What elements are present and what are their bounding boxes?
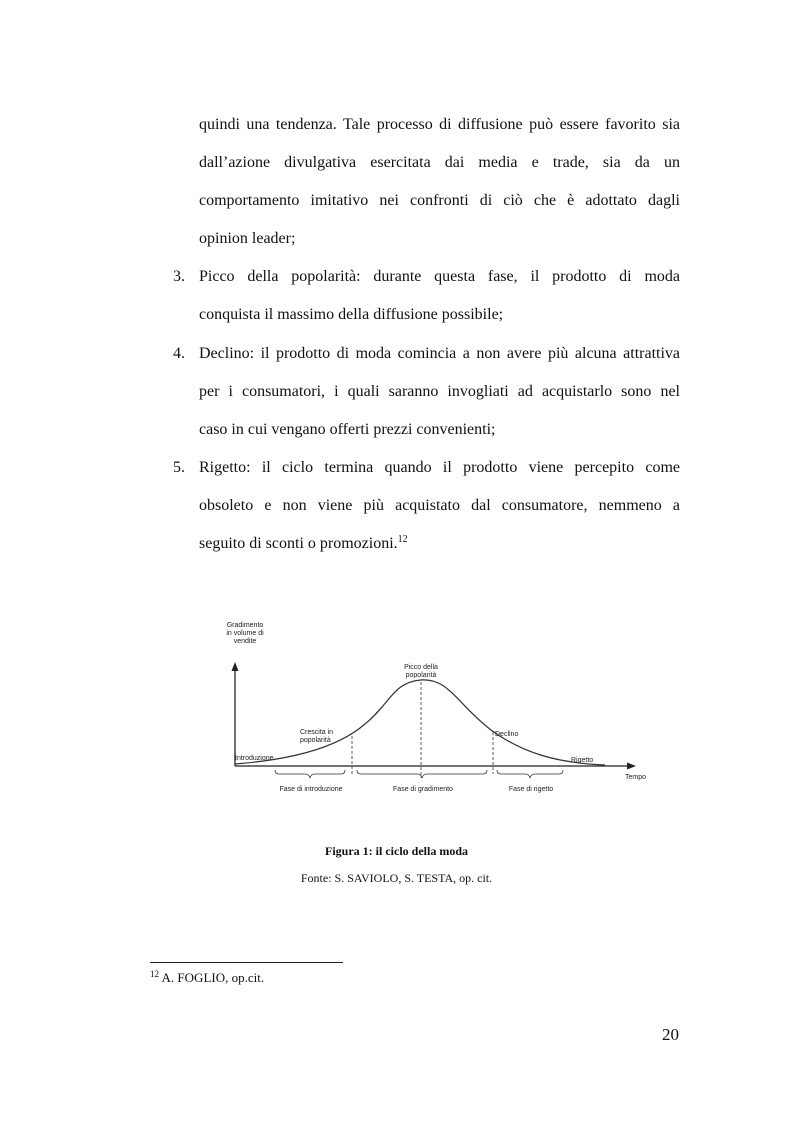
text-line: Rigetto: il ciclo termina quando il prodotto viene percepito come <box>199 459 680 476</box>
stage-label-introduzione: Introduzione <box>235 755 274 762</box>
text-line: quindi una tendenza. Tale processo di diffusione può essere favorito sia <box>199 116 680 133</box>
page-number: 20 <box>662 1025 679 1044</box>
list-number: 3. <box>173 268 185 285</box>
phase-label-introduzione: Fase di introduzione <box>279 786 343 793</box>
text-line: opinion leader; <box>199 230 296 247</box>
footnote-text: A. FOGLIO, op.cit. <box>161 970 265 985</box>
phase-brace-gradimento <box>357 770 487 778</box>
cycle-curve <box>235 680 605 765</box>
stage-label-picco: Picco della <box>404 664 438 671</box>
footnote-number: 12 <box>150 969 159 979</box>
footnote <box>150 970 264 986</box>
text-line: comportamento imitativo nei confronti di ciò che è adottato dagli <box>199 192 680 209</box>
text-line: dall’azione divulgativa esercitata dai media e trade, sia da un <box>199 154 680 171</box>
x-axis-label: Tempo <box>625 774 647 781</box>
text-line: Declino: il prodotto di moda comincia a non avere più alcuna attrattiva <box>199 345 680 362</box>
stage-label-crescita: Crescita in <box>300 729 334 736</box>
figure-caption-title: Figura 1: il ciclo della moda <box>325 844 468 858</box>
stage-label-declino: Declino <box>495 731 519 738</box>
list-number: 5. <box>173 459 185 476</box>
stage-label-crescita: popolarità <box>300 737 331 744</box>
text-line <box>199 535 408 553</box>
phase-label-rigetto: Fase di rigetto <box>508 786 554 793</box>
y-axis-label-line: Gradimento <box>226 622 264 629</box>
text-line-content: seguito di sconti o promozioni. <box>199 535 398 552</box>
phase-brace-introduzione <box>275 770 345 778</box>
stage-label-picco: popolarità <box>405 672 437 679</box>
fashion-cycle-diagram <box>225 612 655 802</box>
text-line: caso in cui vengano offerti prezzi convenienti; <box>199 421 496 438</box>
text-line: Picco della popolarità: durante questa fase, il prodotto di moda <box>199 268 680 285</box>
text-line: per i consumatori, i quali saranno invogliati ad acquistarlo sono nel <box>199 383 680 400</box>
y-axis-label-line: in volume di <box>226 630 264 637</box>
y-axis-arrow <box>232 662 239 671</box>
stage-label-rigetto: Rigetto <box>571 757 594 764</box>
footnote-divider <box>150 962 343 963</box>
footnote-reference: 12 <box>397 534 408 545</box>
figure-caption-source: Fonte: S. SAVIOLO, S. TESTA, op. cit. <box>300 871 493 885</box>
x-axis-arrow <box>627 763 636 770</box>
list-number: 4. <box>173 345 185 362</box>
text-line: obsoleto e non viene più acquistato dal consumatore, nemmeno a <box>199 497 680 514</box>
y-axis-label-line: vendite <box>233 638 257 645</box>
text-line: conquista il massimo della diffusione possibile; <box>199 306 504 323</box>
phase-brace-rigetto <box>497 770 563 778</box>
phase-label-gradimento: Fase di gradimento <box>393 786 453 793</box>
